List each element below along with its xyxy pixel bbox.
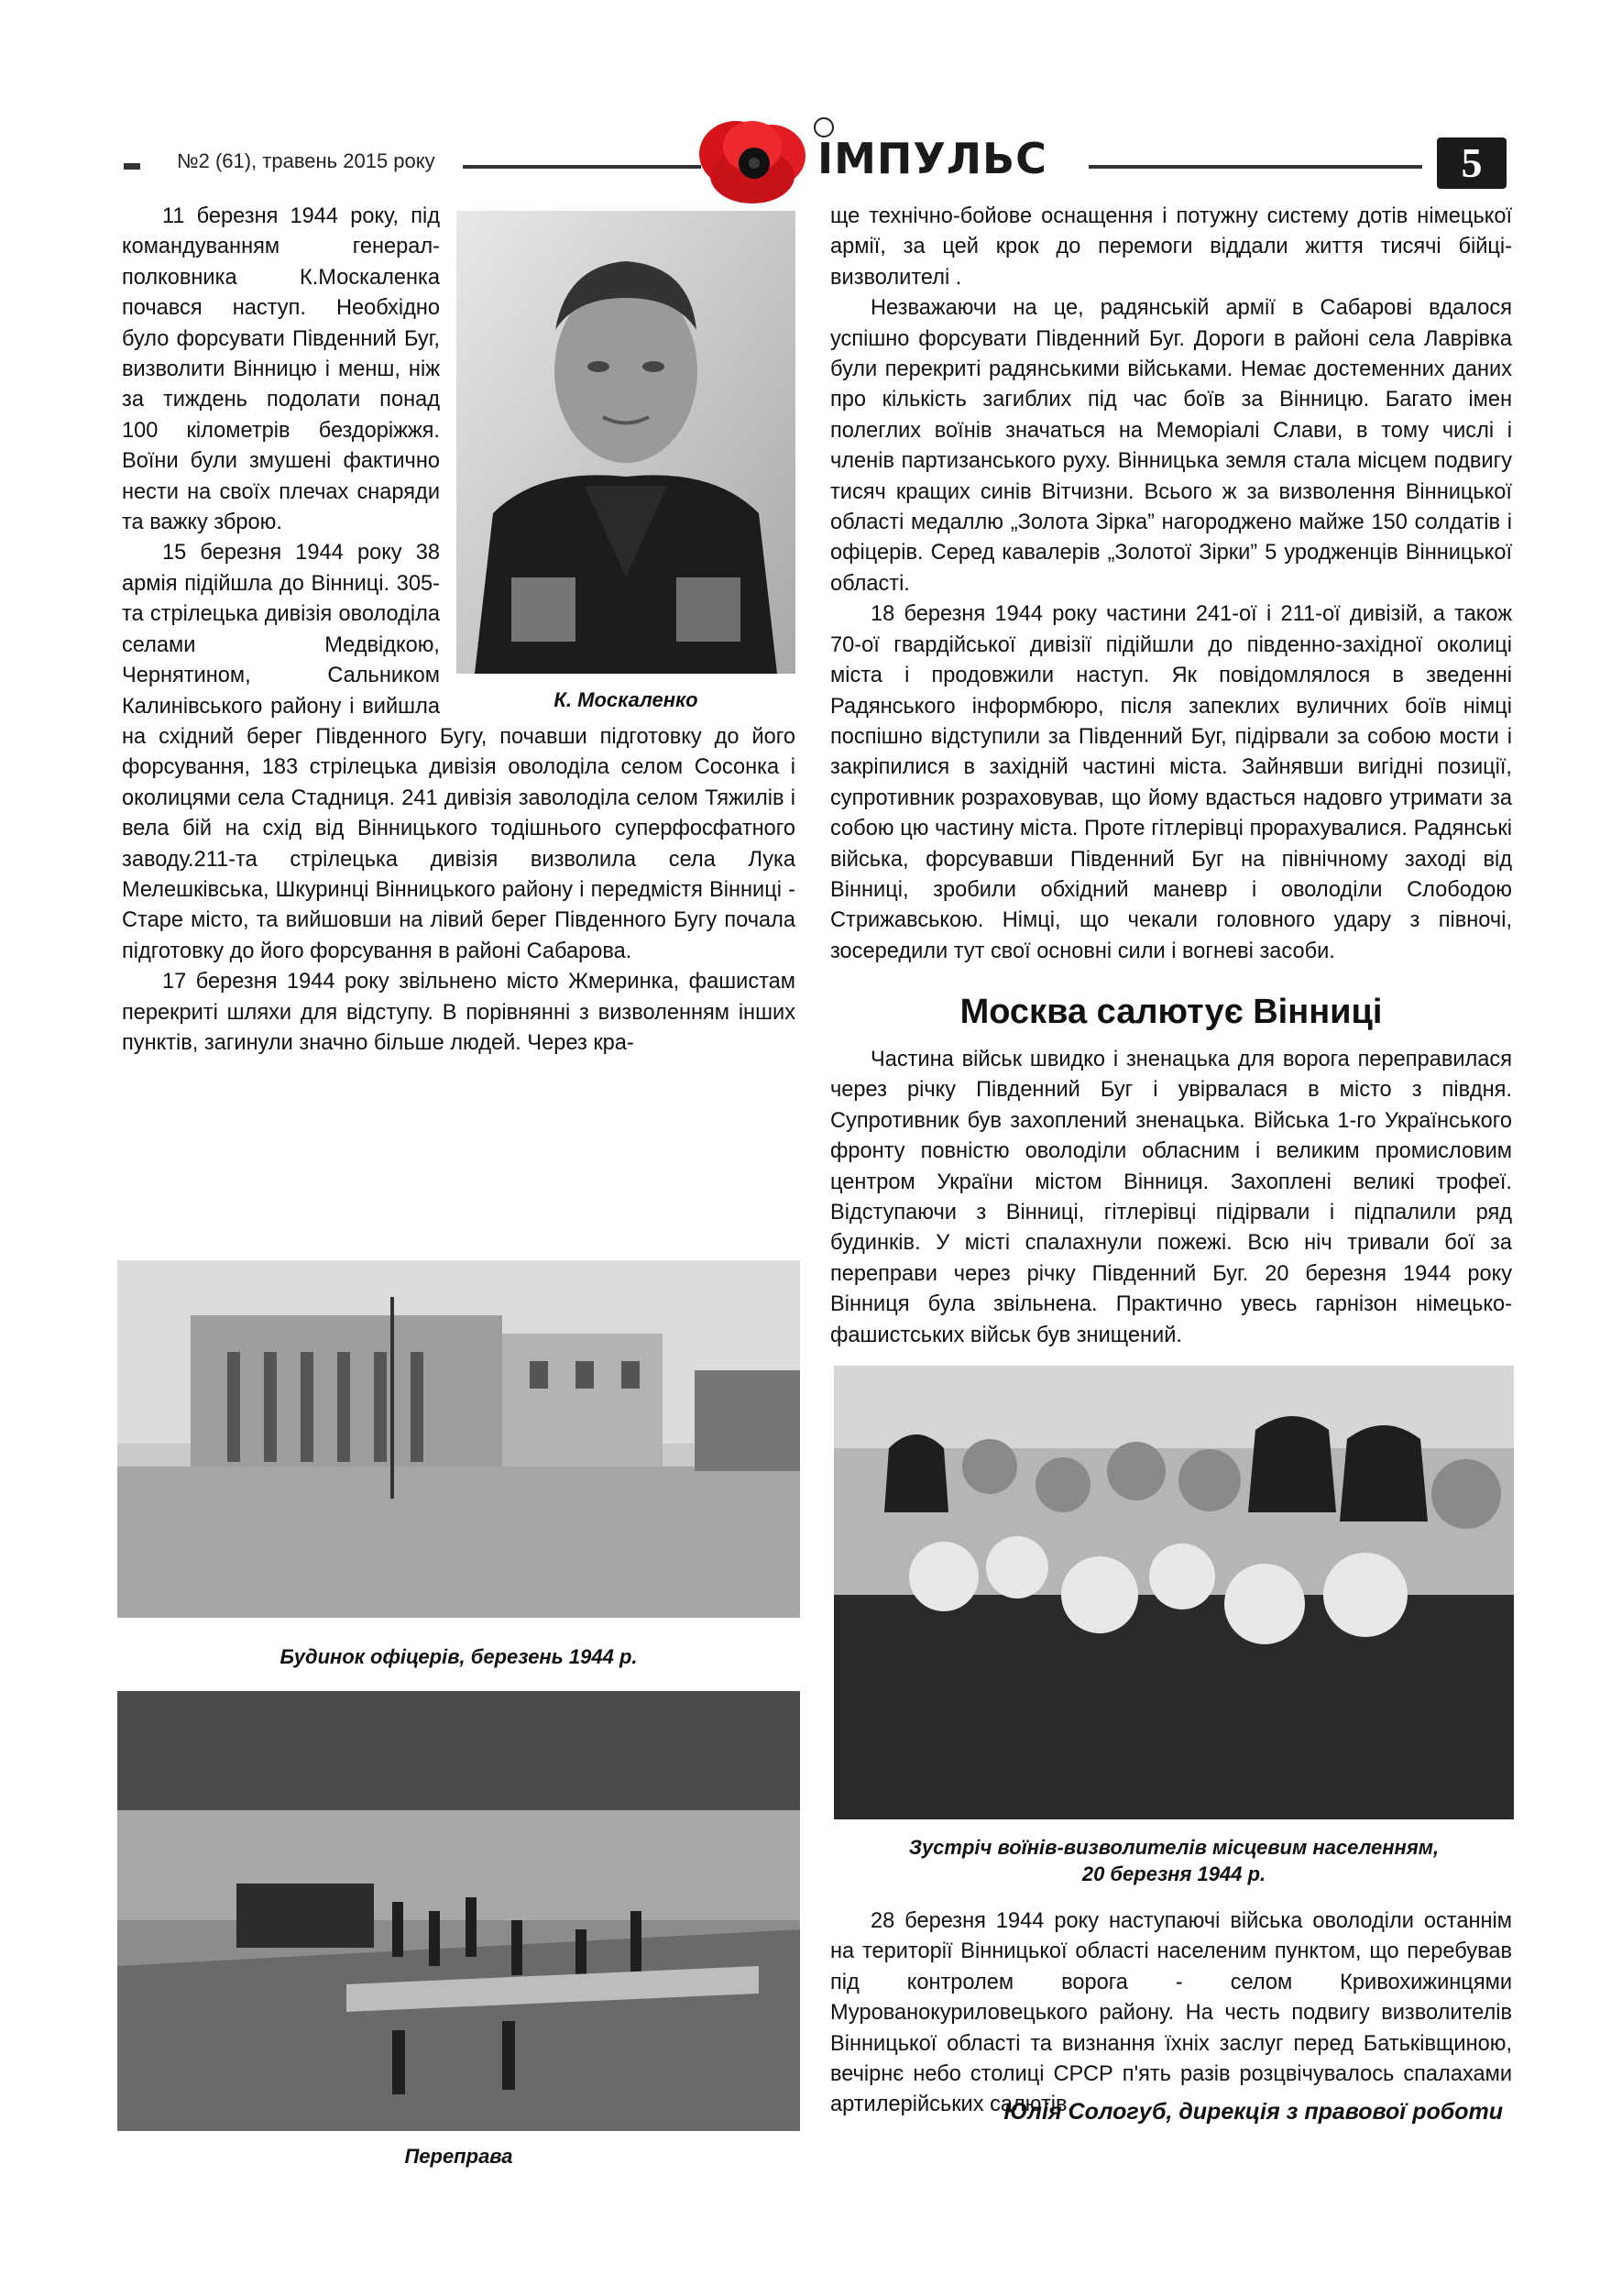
- liberators-caption-line-1: Зустріч воїнів-визволителів місцевим населенням,: [908, 1836, 1440, 1859]
- portrait-photo: [456, 211, 795, 674]
- page-number: 5: [1437, 137, 1507, 189]
- left-paragraph-3: 17 березня 1944 року звільнено місто Жмеринка, фашистам перекриті шляхи для відступу. В порівнянні з визволенням інших пунктів, загинули значно більше людей. Через кра-: [122, 970, 795, 1055]
- author-signature: Юлія Сологуб, дирекція з правової роботи: [1003, 2099, 1503, 2125]
- poppy-flower-icon: [692, 110, 811, 211]
- river-crossing-caption: Переправа: [404, 2145, 513, 2168]
- liberators-meeting-photo: [834, 1366, 1514, 1819]
- right-paragraph-3: 18 березня 1944 року частини 241-ої і 211-ої дивізій, а також 70-ої гвардійської дивізії підійшли до південно-західної околиці міста і продовжили наступ. Як повідомлялося в зведенні Радянського інформбюро, після запеклих вуличних боїв німці поспішно відступили за Південний Буг, підірвали за собою мости і закріпилися в західній частині міста. Зайнявши вигідні позиції, супротивник розраховував, що йому вдасться надовго утримати за собою цю частину міста. Проте гітлерівці прорахувалися. Радянські війська, форсувавши Південний Буг на північному заході від Вінниці, зробили обхідний маневр і оволоділи Слободою Стрижавською. Німці, що чекали головного удару з півночі, зосередили тут свої основні сили і вогневі засоби.: [830, 602, 1512, 963]
- right-paragraph-5: 28 березня 1944 року наступаючі війська оволоділи останнім на території Вінницької області населеним пунктом, що перебував під контролем ворога - селом Кривохижинцями Мурованокуриловецького району. На честь подвигу визволителів Вінницької області та визнання їхніх заслуг перед Батьківщиною, вечірнє небо столиці СРСР п'ять разів розцвічувалось спалахами артилерійських салютів.: [830, 1909, 1512, 2117]
- left-paragraph-2: 15 березня 1944 року 38 армія підійшла до Вінниці. 305-та стрілецька дивізія оволоділа селами Медвідкою, Чернятином, Сальником Калинівського району і вийшла на східний берег Південного Бугу, почавши підготовку до його форсування, 183 стрілецька дивізія оволоділа селом Сосонка і околицями села Стадниця. 241 дивізія заволоділа селом Тяжилів і вела бій на схід від Вінницького тодішнього суперфосфатного заводу.211-та стрілецька дивізія визволила села Лука Мелешківська, Шкуринці Вінницького району і передмістя Вінниці - Старе місто, та вийшовши на лівий берег Південного Бугу почала підготовку до його форсування в районі Сабарова.: [122, 541, 795, 963]
- issue-label: №2 (61), травень 2015 року: [177, 149, 435, 172]
- liberators-caption-line-2: 20 березня 1944 р.: [1081, 1862, 1266, 1885]
- left-column-text: [122, 202, 795, 1059]
- river-crossing-photo: [117, 1691, 800, 2131]
- right-column-text-mid: [830, 1045, 1512, 1351]
- header-rule-right: [1089, 165, 1422, 169]
- portrait-caption: К. Москаленко: [553, 688, 698, 711]
- section-heading: Москва салютує Вінниці: [959, 993, 1383, 1031]
- newspaper-logo: ІМПУЛЬС: [817, 134, 1047, 183]
- officers-house-caption: Будинок офіцерів, березень 1944 р.: [279, 1645, 638, 1668]
- right-column-text-top: [830, 202, 1512, 967]
- right-paragraph-4: Частина військ швидко і зненацька для ворога переправилася через річку Південний Буг і увірвалася в місто з півдня. Супротивник був захоплений зненацька. Війська 1-го Українського фронту повністю оволоділи обласним і великим промисловим центром України містом Вінниця. Захоплені великі трофеї. Відступаючи з Вінниці, гітлерівці підірвали і підпалили ряд будинків. У місті спалахнули пожежі. Всю ніч тривали бої за переправи через річку Південний Буг. 20 березня 1944 року Вінниця була звільнена. Практично увесь гарнізон німецько-фашистських військ був знищений.: [830, 1048, 1512, 1347]
- header-rule-left: [124, 163, 140, 170]
- header-rule-mid: [463, 165, 701, 169]
- officers-house-photo: [117, 1260, 800, 1618]
- portrait-block: [456, 211, 795, 710]
- right-paragraph-1: ще технічно-бойове оснащення і потужну систему дотів німецької армії, за цей крок до перемоги віддали життя тисячі бійці-визволителі .: [830, 204, 1512, 290]
- right-column-text-bottom: [830, 1906, 1512, 2121]
- right-paragraph-2: Незважаючи на це, радянській армії в Сабарові вдалося успішно форсувати Південний Буг. Дороги в районі села Лаврівка були перекриті радянськими військами. Немає достеменних даних про кількість загиблих під час боїв за Вінницю. Багато імен полеглих воїнів значаться на Меморіалі Слави, в тому числі і членів партизанського руху. Вінницька земля стала місцем подвигу тисяч кращих синів Вітчизни. Всього ж за визволення Вінницької області медаллю „Золота Зірка” нагороджено майже 150 солдатів і офіцерів. Серед кавалерів „Золотої Зірки” 5 уродженців Вінницької області.: [830, 296, 1512, 596]
- left-paragraph-1: 11 березня 1944 року, під командуванням генерал-полковника К.Москаленка почався наступ. Необхідно було форсувати Південний Буг, визволити Вінницю і менш, ніж за тиждень подолати понад 100 кілометрів бездоріжжя. Воїни були змушені фактично нести на своїх плечах снаряди та важку зброю.: [122, 204, 440, 535]
